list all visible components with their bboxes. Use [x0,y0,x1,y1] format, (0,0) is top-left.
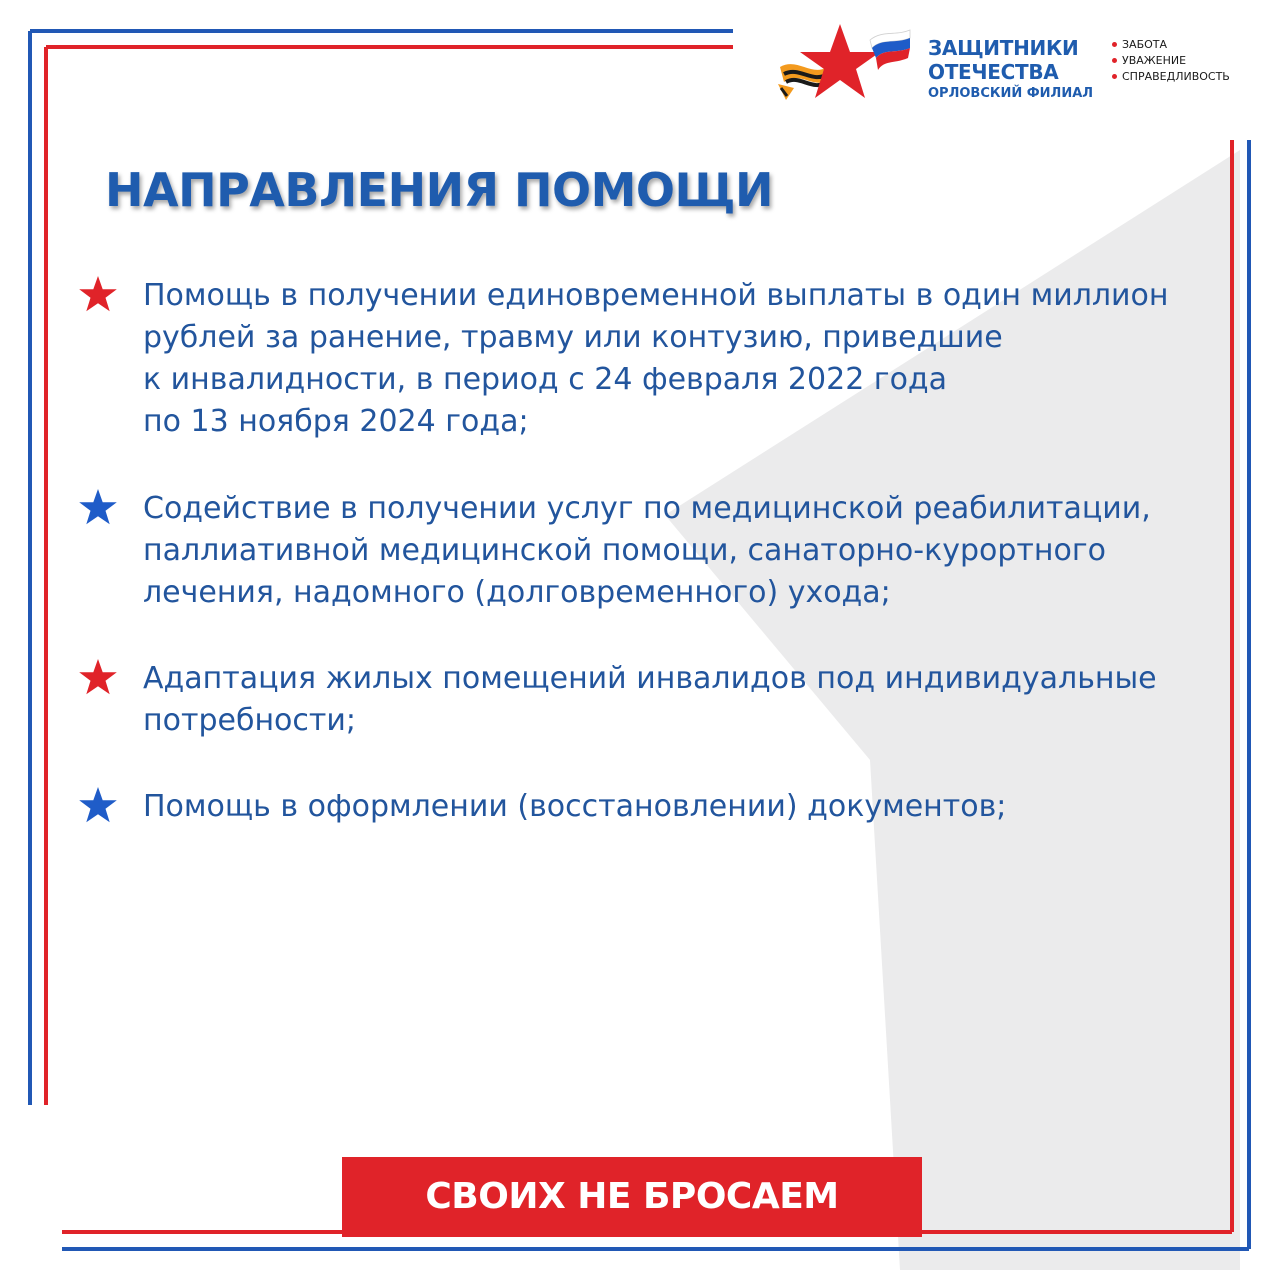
star-bullet-icon [78,658,118,698]
value-item: ЗАБОТА [1112,37,1230,53]
star-bullet-icon [78,275,118,315]
organization-name-line1: ЗАЩИТНИКИ [928,36,1079,60]
list-item-text: Содействие в получении услуг по медицинской реабилитации, паллиативной медицинской помощи, санаторно-курортного лечения, надомного (долговременного) ухода; [143,491,1151,610]
slogan-banner: СВОИХ НЕ БРОСАЕМ [342,1157,922,1237]
list-item-text: Адаптация жилых помещений инвалидов под индивидуальные потребности; [143,661,1157,738]
organization-branch: ОРЛОВСКИЙ ФИЛИАЛ [928,86,1094,101]
organization-name-line2: ОТЕЧЕСТВА [928,60,1059,84]
value-item: СПРАВЕДЛИВОСТЬ [1112,69,1230,85]
list-item-text: Помощь в получении единовременной выплаты в один миллион рублей за ранение, травму или контузию, приведшие к инвалидности, в период с 24 февраля 2022 года по 13 ноября 2024 года; [143,278,1169,439]
value-item: УВАЖЕНИЕ [1112,53,1230,69]
list-item-text: Помощь в оформлении (восстановлении) документов; [143,789,1007,824]
star-bullet-icon [78,786,118,826]
star-bullet-icon [78,488,118,528]
page-title: НАПРАВЛЕНИЯ ПОМОЩИ [105,163,773,217]
